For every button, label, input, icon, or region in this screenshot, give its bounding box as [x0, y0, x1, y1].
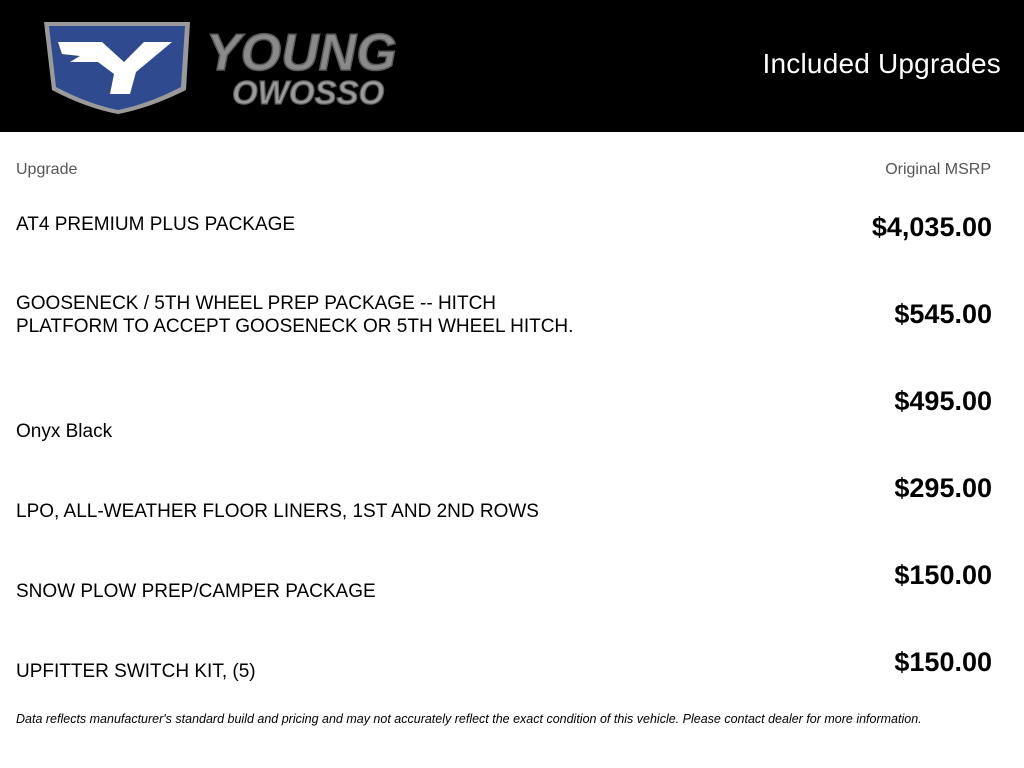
upgrade-price: $495.00 — [894, 386, 992, 416]
upgrade-label: AT4 PREMIUM PLUS PACKAGE — [16, 214, 296, 235]
upgrade-price: $4,035.00 — [871, 212, 992, 242]
upgrade-label: Onyx Black — [16, 421, 113, 442]
upgrade-price: $545.00 — [894, 299, 992, 329]
upgrade-price: $150.00 — [894, 560, 992, 590]
svg-text:YOUNG: YOUNG — [206, 24, 397, 82]
upgrade-price: $295.00 — [894, 473, 992, 503]
column-header-msrp: Original MSRP — [885, 161, 991, 178]
disclaimer-text: Data reflects manufacturer's standard build and pricing and may not accurately reflect the exact condition of this vehicle. Please contact dealer for more information. — [16, 712, 922, 726]
upgrade-label: GOOSENECK / 5TH WHEEL PREP PACKAGE -- HITCH PLATFORM TO ACCEPT GOOSENECK OR 5TH WHEEL HITCH. — [16, 293, 574, 337]
svg-text:OWOSSO: OWOSSO — [232, 74, 385, 111]
upgrade-label: SNOW PLOW PREP/CAMPER PACKAGE — [16, 581, 376, 602]
column-header-upgrade: Upgrade — [16, 161, 78, 178]
upgrade-label: UPFITTER SWITCH KIT, (5) — [16, 661, 256, 682]
page-title: Included Upgrades — [762, 48, 1001, 79]
dealer-logo — [40, 16, 510, 116]
upgrade-label: LPO, ALL-WEATHER FLOOR LINERS, 1ST AND 2ND ROWS — [16, 501, 539, 522]
header-bar — [0, 0, 1024, 132]
upgrade-price: $150.00 — [894, 647, 992, 677]
